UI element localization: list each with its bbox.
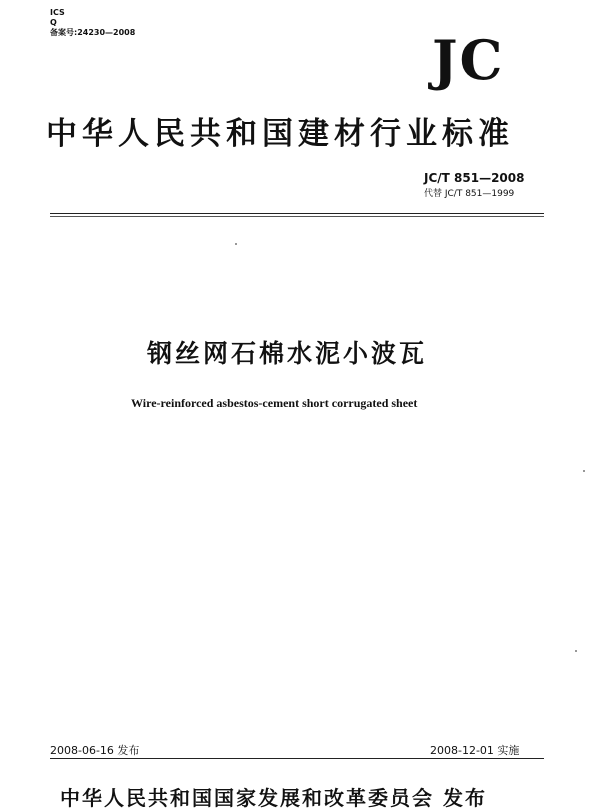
category-code: Q [50, 18, 57, 27]
issue-date: 2008-06-16 发布 [50, 744, 140, 757]
ics-label: ICS [50, 8, 65, 17]
jc-logo: JC [432, 28, 505, 92]
classification-block [50, 8, 135, 38]
top-divider [50, 213, 544, 214]
effective-date: 2008-12-01 实施 [430, 744, 520, 757]
industry-standard-title: 中华人民共和国建材行业标准 [46, 116, 514, 152]
top-divider-secondary [50, 216, 544, 217]
standard-code: JC/T 851—2008 [424, 171, 525, 185]
scan-speck [235, 243, 237, 245]
scan-speck [583, 470, 585, 472]
document-title-en: Wire-reinforced asbestos-cement short corrugated sheet [131, 396, 418, 410]
replaces-standard: 代替 JC/T 851—1999 [424, 189, 515, 199]
document-title-zh: 钢丝网石棉水泥小波瓦 [147, 339, 428, 368]
publisher: 中华人民共和国国家发展和改革委员会 发布 [60, 786, 487, 810]
bottom-divider [50, 758, 544, 759]
scan-speck [575, 650, 577, 652]
filing-number: 备案号:24230—2008 [50, 28, 136, 37]
